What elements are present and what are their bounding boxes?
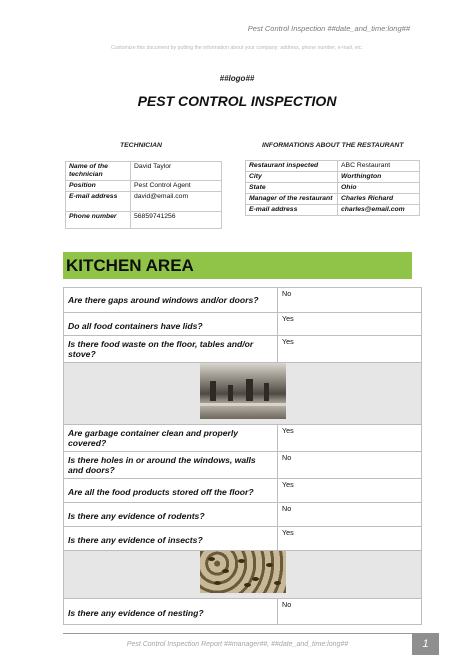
document-title: PEST CONTROL INSPECTION — [137, 93, 337, 109]
restaurant-value: Charles Richard — [338, 194, 420, 205]
photo-row — [64, 551, 422, 599]
question-text: Is there any evidence of nesting? — [64, 599, 278, 625]
question-row — [64, 527, 422, 551]
question-row — [64, 336, 422, 363]
photo-row — [64, 363, 422, 425]
logo-placeholder: ##logo## — [219, 74, 255, 83]
technician-value: Pest Control Agent — [131, 181, 222, 192]
restaurant-label: City — [246, 172, 338, 183]
restaurant-label: State — [246, 183, 338, 194]
running-header: Pest Control Inspection ##date_and_time:long## — [247, 24, 410, 33]
customize-hint: Customize this document by putting the information about your company: address, phone number, e-mail, etc. — [110, 45, 364, 51]
section-title: KITCHEN AREA — [63, 252, 412, 279]
technician-table — [65, 161, 222, 229]
question-text: Do all food containers have lids? — [64, 313, 278, 336]
question-text: Are garbage container clean and properly covered? — [64, 425, 278, 452]
answer-value[interactable]: No — [278, 503, 422, 527]
question-row — [64, 288, 422, 313]
page-number: 1 — [412, 633, 439, 655]
technician-row — [66, 212, 222, 229]
footer-text: Pest Control Inspection Report ##manager##, ##date_and_time:long## — [126, 641, 349, 648]
technician-label: Phone number — [66, 212, 131, 229]
answer-value[interactable]: Yes — [278, 527, 422, 551]
answer-value[interactable]: Yes — [278, 336, 422, 363]
restaurant-row — [246, 183, 420, 194]
answer-value[interactable]: No — [278, 288, 422, 313]
restaurant-row — [246, 172, 420, 183]
technician-value: david@email.com — [131, 192, 222, 212]
kitchen-photo — [200, 363, 286, 419]
restaurant-table — [245, 160, 420, 216]
question-text: Is there any evidence of insects? — [64, 527, 278, 551]
technician-value: David Taylor — [131, 162, 222, 181]
restaurant-row — [246, 205, 420, 216]
technician-row — [66, 162, 222, 181]
footer-divider — [63, 633, 412, 634]
question-row — [64, 479, 422, 503]
restaurant-label: Manager of the restaurant — [246, 194, 338, 205]
restaurant-row — [246, 194, 420, 205]
restaurant-value: Ohio — [338, 183, 420, 194]
answer-value[interactable]: Yes — [278, 479, 422, 503]
technician-row — [66, 192, 222, 212]
restaurant-label: E-mail address — [246, 205, 338, 216]
question-text: Is there holes in or around the windows, walls and doors? — [64, 452, 278, 479]
photo-cell — [64, 551, 422, 599]
restaurant-row — [246, 161, 420, 172]
answer-value[interactable]: Yes — [278, 425, 422, 452]
technician-row — [66, 181, 222, 192]
insect-photo — [200, 551, 286, 593]
restaurant-value: Worthington — [338, 172, 420, 183]
technician-value: 56859741256 — [131, 212, 222, 229]
inspection-table — [63, 287, 422, 625]
restaurant-label: Restaurant inspected — [246, 161, 338, 172]
question-row — [64, 313, 422, 336]
restaurant-value: charles@email.com — [338, 205, 420, 216]
question-text: Are there gaps around windows and/or doors? — [64, 288, 278, 313]
technician-label: Position — [66, 181, 131, 192]
photo-cell — [64, 363, 422, 425]
answer-value[interactable]: No — [278, 599, 422, 625]
answer-value[interactable]: No — [278, 452, 422, 479]
technician-label: Name of the technician — [66, 162, 131, 181]
technician-heading: TECHNICIAN — [120, 142, 162, 149]
technician-label: E-mail address — [66, 192, 131, 212]
question-row — [64, 452, 422, 479]
question-text: Is there any evidence of rodents? — [64, 503, 278, 527]
question-text: Are all the food products stored off the floor? — [64, 479, 278, 503]
answer-value[interactable]: Yes — [278, 313, 422, 336]
restaurant-value: ABC Restaurant — [338, 161, 420, 172]
question-text: Is there food waste on the floor, tables and/or stove? — [64, 336, 278, 363]
question-row — [64, 425, 422, 452]
restaurant-heading: INFORMATIONS ABOUT THE RESTAURANT — [262, 142, 404, 149]
question-row — [64, 599, 422, 625]
question-row — [64, 503, 422, 527]
